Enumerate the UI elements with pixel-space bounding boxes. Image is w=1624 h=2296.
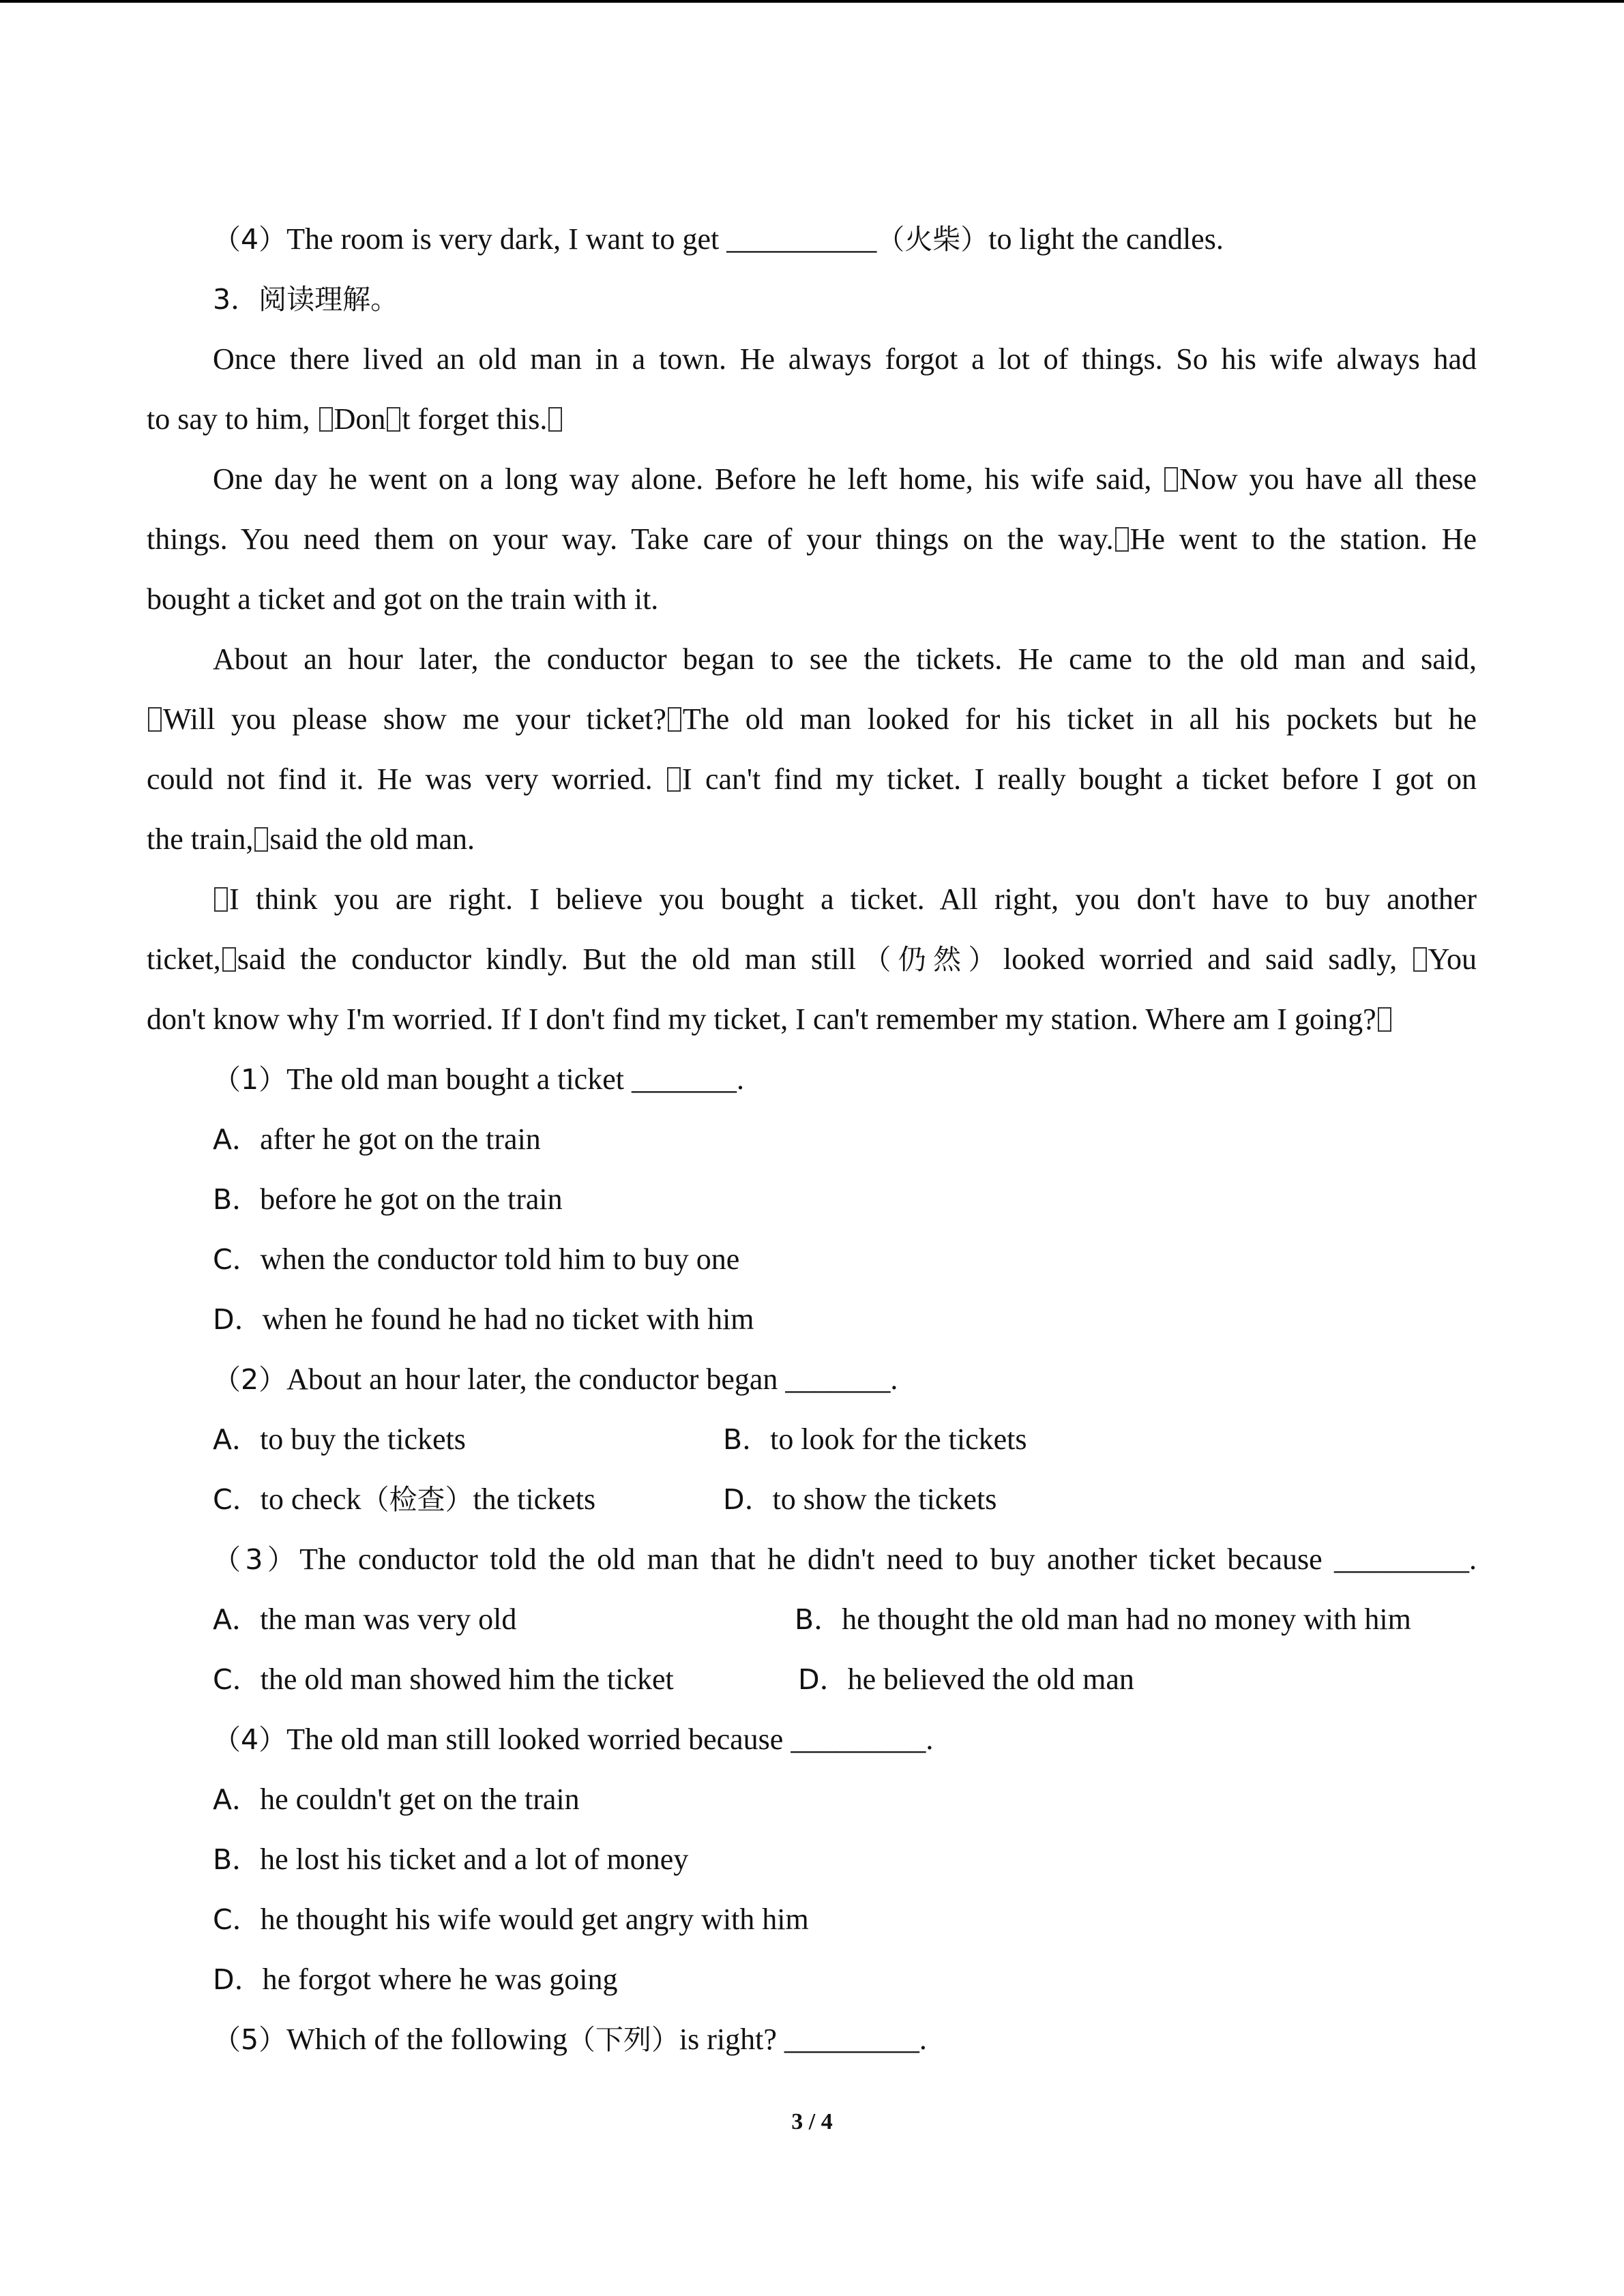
question-stem: （3）The conductor told the old man that he didn't need to buy another ticket because _________.: [213, 1542, 1477, 1576]
page-number: 3 / 4: [791, 2109, 833, 2134]
passage-line: Once there lived an old man in a town. He always forgot a lot of things. So his wife always had: [213, 342, 1477, 376]
item-number: （4）: [213, 223, 287, 256]
passage-line: could not find it. He was very worried. I can't find my ticket. I really bought a ticket before I got on: [147, 762, 1477, 796]
passage-line: I think you are right. I believe you bought a ticket. All right, you don't have to buy another: [213, 879, 1477, 920]
passage-line: don't know why I'm worried. If I don't find my ticket, I can't remember my station. Where am I going?: [147, 999, 1393, 1040]
missing-glyph-box: [1164, 467, 1178, 492]
answer-blank: __________: [726, 222, 877, 256]
missing-glyph-box: [254, 827, 268, 852]
missing-glyph-box: [1115, 527, 1129, 552]
passage-line: to say to him, Don t forget this.: [147, 399, 563, 440]
chinese-hint: （检查）: [361, 1483, 473, 1516]
missing-glyph-box: [667, 767, 681, 792]
question-stem: （4）The old man still looked worried because _________.: [213, 1723, 934, 1756]
option-b: B．he lost his ticket and a lot of money: [213, 1843, 689, 1876]
item-text-tail: to light the candles.: [988, 222, 1224, 256]
chinese-hint: （火柴）: [876, 223, 989, 256]
option-b: B．before he got on the train: [213, 1182, 563, 1216]
passage-line: ticket, said the conductor kindly. But the old man still（仍然）looked worried and said sadly, You: [147, 942, 1477, 976]
missing-glyph-box: [1378, 1007, 1391, 1032]
option-d: D．when he found he had no ticket with him: [213, 1302, 754, 1336]
passage-line: One day he went on a long way alone. Before he left home, his wife said, Now you have all these: [213, 462, 1477, 496]
chinese-hint: （下列）: [567, 2023, 679, 2056]
missing-glyph-box: [148, 707, 162, 732]
option-b: B．to look for the tickets: [723, 1422, 1027, 1456]
question-stem: （2）About an hour later, the conductor began _______.: [213, 1362, 898, 1396]
option-c: C．to check（检查）the tickets: [213, 1482, 596, 1516]
passage-line: the train, said the old man.: [147, 822, 475, 856]
option-d: D．he forgot where he was going: [213, 1963, 618, 1996]
missing-glyph-box: [387, 407, 400, 432]
passage-line: things. You need them on your way. Take care of your things on the way. He went to the station. He: [147, 522, 1477, 556]
question-stem: （1）The old man bought a ticket _______.: [213, 1062, 744, 1096]
option-c: C．he thought his wife would get angry with him: [213, 1903, 809, 1936]
chinese-hint: （仍然）: [856, 943, 1003, 976]
passage-line: Will you please show me your ticket? The old man looked for his ticket in all his pockets but he: [147, 699, 1477, 740]
option-a: A．after he got on the train: [213, 1122, 541, 1156]
section-heading: 3．阅读理解。: [213, 283, 399, 316]
option-a: A．to buy the tickets: [213, 1422, 466, 1456]
option-a: A．the man was very old: [213, 1602, 517, 1636]
option-d: D．to show the tickets: [723, 1482, 997, 1516]
missing-glyph-box: [668, 707, 681, 732]
option-a: A．he couldn't get on the train: [213, 1783, 580, 1816]
passage-line: bought a ticket and got on the train with it.: [147, 582, 659, 616]
missing-glyph-box: [1413, 947, 1427, 972]
missing-glyph-box: [222, 947, 236, 972]
missing-glyph-box: [214, 887, 228, 912]
missing-glyph-box: [548, 407, 562, 432]
option-d: D．he believed the old man: [798, 1663, 1134, 1696]
passage-line: About an hour later, the conductor began to see the tickets. He came to the old man and said,: [213, 642, 1477, 676]
option-b: B．he thought the old man had no money with him: [795, 1602, 1411, 1636]
question-stem: （5）Which of the following（下列）is right? _________.: [213, 2023, 927, 2056]
missing-glyph-box: [319, 407, 333, 432]
q2-item4: [213, 219, 1224, 260]
option-c: C．the old man showed him the ticket: [213, 1663, 674, 1696]
option-c: C．when the conductor told him to buy one: [213, 1242, 740, 1276]
item-text: The room is very dark, I want to get: [286, 222, 727, 256]
